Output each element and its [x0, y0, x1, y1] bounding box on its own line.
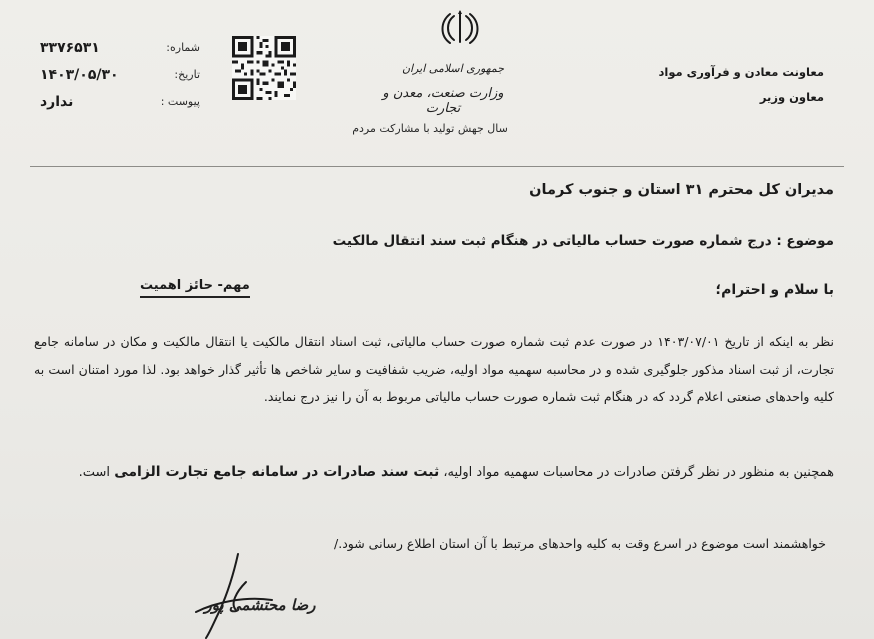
letter-attachment-row [40, 88, 200, 115]
subject: موضوع : درج شماره صورت حساب مالیاتی در هنگام ثبت سند انتقال مالکیت [332, 233, 834, 249]
letter-meta [40, 34, 200, 115]
letter-date-row [40, 61, 200, 88]
letter-date-label: تاریخ: [174, 67, 200, 81]
recipient: مدیران کل محترم ۳۱ استان و جنوب کرمان [529, 182, 834, 198]
paragraph-2-emphasis: ثبت سند صادرات در سامانه جامع تجارت الزامی [114, 464, 440, 480]
ministry-line-2: وزارت صنعت، معدن و تجارت [382, 86, 504, 116]
qr-code-icon [232, 36, 296, 100]
closing-line: خواهشمند است موضوع در اسرع وقت به کلیه واحدهای مرتبط با آن استان اطلاع رسانی شود./ [334, 536, 826, 551]
department-block [604, 60, 824, 110]
signature-name: رضا محتشمی پور [204, 596, 316, 614]
year-slogan: سال جهش تولید با مشارکت مردم [352, 122, 508, 135]
letter-attachment-label: پیوست : [160, 94, 200, 108]
ministry-line-1: جمهوری اسلامی ایران [401, 62, 505, 75]
department-role: معاون وزیر [759, 90, 824, 104]
iran-emblem-icon [440, 8, 480, 48]
letter-number-row [40, 34, 200, 61]
header-divider [30, 166, 844, 167]
paragraph-2-prefix: همچنین به منظور در نظر گرفتن صادرات در محاسبات سهمیه مواد اولیه، [439, 465, 834, 480]
paragraph-2 [34, 458, 834, 487]
department-name: معاونت معادن و فرآوری مواد [658, 65, 824, 79]
paragraph-2-suffix: است. [78, 465, 115, 480]
paragraph-1: نظر به اینکه از تاریخ ۱۴۰۳/۰۷/۰۱ در صورت عدم ثبت شماره صورت حساب مالیاتی، ثبت اسناد انتقال مالکیت یا انتقال مالکیت و مکان در سامانه جامع تجارت، از ثبت اسناد مذکور جلوگیری شده و در محاسبه سهمیه مواد اولیه، ضریب شفافیت و سایر شاخص ها تأثیر گذار خواهد بود. لذا مورد امتنان است به کلیه واحدهای صنعتی اعلام گردد که در هنگام ثبت شماره صورت حساب مالیاتی مربوط به آن را نیز درج نمایند. [34, 334, 834, 404]
importance-label: مهم- حائز اهمیت [140, 278, 250, 298]
greeting-row [80, 278, 834, 308]
letter-number-label: شماره: [166, 40, 200, 54]
letter-attachment: ندارد [40, 93, 74, 110]
letter-number: ۳۳۷۶۵۳۱ [40, 39, 100, 56]
letter-date: ۱۴۰۳/۰۵/۳۰ [40, 66, 119, 83]
greeting: با سلام و احترام؛ [715, 282, 834, 298]
